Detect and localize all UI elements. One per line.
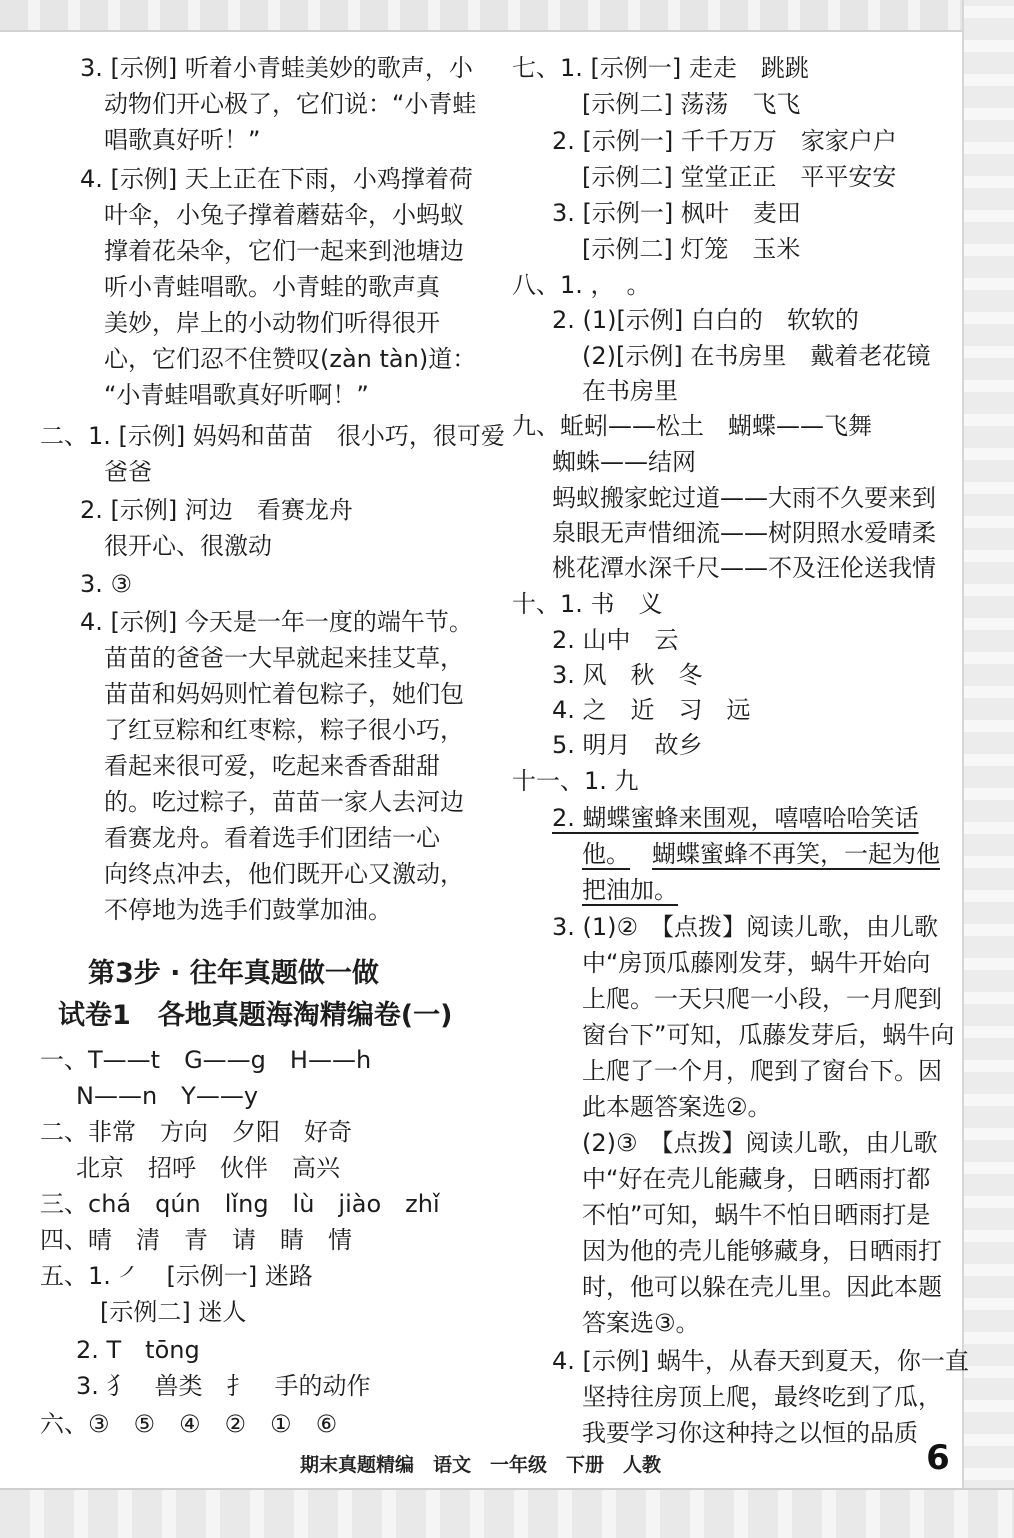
answer-line: 3. (1)② 【点拨】阅读儿歌，由儿歌 xyxy=(552,913,939,941)
answer-line: 九、蚯蚓——松土 蝴蝶——飞舞 xyxy=(512,412,872,440)
underlined-answer-line: 蝴蝶蜜蜂不再笑，一起为他 xyxy=(652,840,940,868)
answer-line: 叶伞，小兔子撑着蘑菇伞，小蚂蚁 xyxy=(104,201,464,229)
answer-line: 二、非常 方向 夕阳 好奇 xyxy=(40,1118,352,1146)
answer-line: N——n Y——y xyxy=(76,1082,259,1110)
underlined-answer-line: 把油加。 xyxy=(582,876,678,904)
answer-line: 心，它们忍不住赞叹(zàn tàn)道： xyxy=(104,345,477,373)
answer-line: 看起来很可爱，吃起来香香甜甜 xyxy=(104,752,440,780)
answer-line: 中“好在壳儿能藏身，日晒雨打都 xyxy=(582,1165,931,1193)
answer-line: 七、1. [示例一] 走走 跳跳 xyxy=(512,54,809,82)
answer-line: 蜘蛛——结网 xyxy=(552,448,696,476)
exam-paper-title: 试卷1 各地真题海淘精编卷(一) xyxy=(58,1000,453,1031)
answer-line: 北京 招呼 伙伴 高兴 xyxy=(76,1154,340,1182)
bottom-border-decoration xyxy=(0,1488,1014,1538)
answer-line: 4. 之 近 习 远 xyxy=(552,696,751,724)
answer-line: [示例二] 迷人 xyxy=(100,1298,247,1326)
underlined-answer-line: 他。 xyxy=(582,840,630,868)
answer-line: 十、1. 书 义 xyxy=(512,590,663,618)
answer-line: 动物们开心极了，它们说：“小青蛙 xyxy=(104,90,477,118)
answer-line: 六、③ ⑤ ④ ② ① ⑥ xyxy=(40,1410,338,1438)
answer-line: 3. ③ xyxy=(80,570,133,598)
answer-line: 3. 风 秋 冬 xyxy=(552,661,703,689)
answer-line: 二、1. [示例] 妈妈和苗苗 很小巧，很可爱 xyxy=(40,422,505,450)
answer-line: 桃花潭水深千尺——不及汪伦送我情 xyxy=(552,554,936,582)
answer-line: 坚持往房顶上爬，最终吃到了瓜， xyxy=(582,1383,942,1411)
answer-line: 4. [示例] 天上正在下雨，小鸡撑着荷 xyxy=(80,165,473,193)
answer-line: 时，他可以躲在壳儿里。因此本题 xyxy=(582,1273,942,1301)
answer-line: 3. [示例一] 枫叶 麦田 xyxy=(552,199,801,227)
section-heading: 第3步 · 往年真题做一做 xyxy=(88,958,379,989)
answer-line: “小青蛙唱歌真好听啊！” xyxy=(104,381,369,409)
answer-line: 不停地为选手们鼓掌加油。 xyxy=(104,896,392,924)
underlined-answer-line: 2. 蝴蝶蜜蜂来围观，嘻嘻哈哈笑话 xyxy=(552,804,919,832)
answer-line: 我要学习你这种持之以恒的品质 xyxy=(582,1419,918,1447)
answer-line: 向终点冲去，他们既开心又激动， xyxy=(104,860,464,888)
footer-book-info: 期末真题精编 语文 一年级 下册 人教 xyxy=(300,1454,662,1476)
answer-line: 听小青蛙唱歌。小青蛙的歌声真 xyxy=(104,273,440,301)
answer-line: 十一、1. 九 xyxy=(512,767,639,795)
answer-line: 2. [示例] 河边 看赛龙舟 xyxy=(80,496,353,524)
answer-line: 中“房顶瓜藤刚发芽，蜗牛开始向 xyxy=(582,949,931,977)
answer-line: 2. (1)[示例] 白白的 软软的 xyxy=(552,306,859,334)
answer-line: 答案选③。 xyxy=(582,1309,700,1337)
answer-line: (2)③ 【点拨】阅读儿歌，由儿歌 xyxy=(582,1129,938,1157)
answer-line: [示例二] 堂堂正正 平平安安 xyxy=(582,163,897,191)
answer-line: 美妙，岸上的小动物们听得很开 xyxy=(104,309,440,337)
answer-line: 五、1. ㇒ [示例一] 迷路 xyxy=(40,1262,313,1290)
answer-line: 2. [示例一] 千千万万 家家户户 xyxy=(552,127,897,155)
answer-line: 爸爸 xyxy=(104,458,152,486)
answer-line: 在书房里 xyxy=(582,377,678,405)
answer-line: 不怕”可知，蜗牛不怕日晒雨打是 xyxy=(582,1201,931,1229)
answer-line: 看赛龙舟。看着选手们团结一心 xyxy=(104,824,440,852)
answer-line: 3. 犭 兽类 扌 手的动作 xyxy=(76,1372,371,1400)
answer-line: 4. [示例] 今天是一年一度的端午节。 xyxy=(80,608,473,636)
answer-line: [示例二] 灯笼 玉米 xyxy=(582,235,801,263)
answer-line: (2)[示例] 在书房里 戴着老花镜 xyxy=(582,342,931,370)
answer-line: 上爬了一个月，爬到了窗台下。因 xyxy=(582,1057,942,1085)
answer-line: 2. 山中 云 xyxy=(552,626,679,654)
top-border-decoration xyxy=(0,0,1014,32)
answer-line: 了红豆粽和红枣粽，粽子很小巧， xyxy=(104,716,464,744)
answer-line: 很开心、很激动 xyxy=(104,532,272,560)
answer-line: 一、T——t G——g H——h xyxy=(40,1046,372,1074)
answer-line: 蚂蚁搬家蛇过道——大雨不久要来到 xyxy=(552,484,936,512)
answer-line: 苗苗的爸爸一大早就起来挂艾草， xyxy=(104,644,464,672)
page-number: 6 xyxy=(926,1438,950,1478)
answer-line: 因为他的壳儿能够藏身，日晒雨打 xyxy=(582,1237,942,1265)
answer-line: 5. 明月 故乡 xyxy=(552,731,703,759)
answer-line: 窗台下”可知，瓜藤发芽后，蜗牛向 xyxy=(582,1021,955,1049)
answer-line: 4. [示例] 蜗牛，从春天到夏天，你一直 xyxy=(552,1347,969,1375)
right-border-decoration xyxy=(962,0,1014,1536)
answer-line: 的。吃过粽子，苗苗一家人去河边 xyxy=(104,788,464,816)
answer-line: 泉眼无声惜细流——树阴照水爱晴柔 xyxy=(552,519,936,547)
answer-line: 撑着花朵伞，它们一起来到池塘边 xyxy=(104,237,464,265)
answer-line: 3. [示例] 听着小青蛙美妙的歌声，小 xyxy=(80,54,473,82)
answer-line: 2. T tōng xyxy=(76,1336,200,1364)
answer-line: 三、chá qún lǐng lù jiào zhǐ xyxy=(40,1190,440,1218)
answer-line: 四、晴 清 青 请 睛 情 xyxy=(40,1226,352,1254)
answer-line: 此本题答案选②。 xyxy=(582,1093,772,1121)
answer-line: 苗苗和妈妈则忙着包粽子，她们包 xyxy=(104,680,464,708)
answer-line: [示例二] 荡荡 飞飞 xyxy=(582,90,801,118)
answer-line: 上爬。一天只爬一小段，一月爬到 xyxy=(582,985,942,1013)
answer-line: 唱歌真好听！” xyxy=(104,126,261,154)
answer-line: 八、1. ， 。 xyxy=(512,271,651,299)
